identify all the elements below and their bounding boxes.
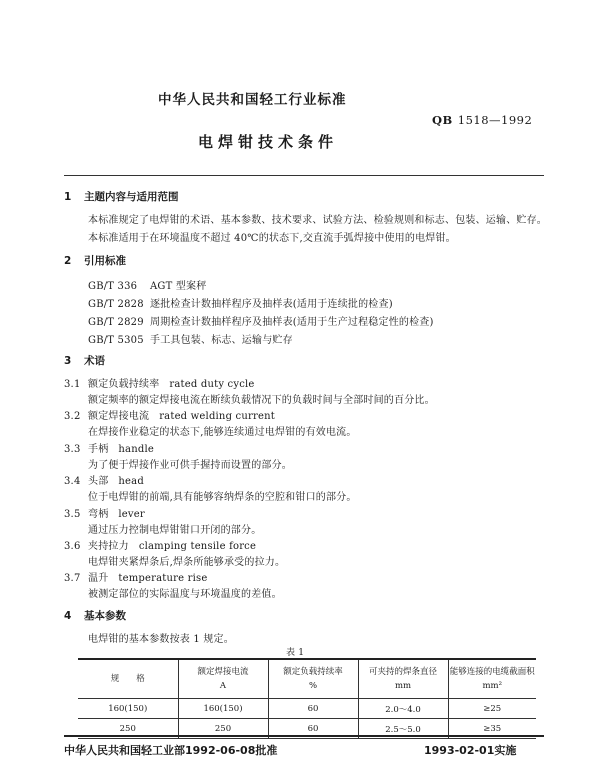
term-item: 3.5 弯柄 lever [64,509,145,520]
term-definition: 在焊接作业稳定的状态下,能够连续通过电焊钳的有效电流。 [88,427,357,438]
standard-code-number: 1518—1992 [457,113,533,127]
section-1-paragraph-1: 本标准规定了电焊钳的术语、基本参数、技术要求、试验方法、检验规则和标志、包装、运输、贮存。 [88,215,547,226]
table-cell: 60 [268,699,358,719]
term-definition: 通过压力控制电焊钳钳口开闭的部分。 [88,525,262,536]
section-1-heading: 1 主题内容与适用范围 [64,191,179,203]
section-1-paragraph-2: 本标准适用于在环境温度不超过 40℃的状态下,交直流手弧焊接中使用的电焊钳。 [88,233,456,244]
table-cell: 60 [268,719,358,739]
issuing-organization: 中华人民共和国轻工行业标准 [158,92,347,108]
table-caption: 表 1 [286,648,305,658]
reference-item: GB/T 2828 逐批检查计数抽样程序及抽样表(适用于连续批的检查) [88,299,393,310]
term-item: 3.7 温升 temperature rise [64,573,208,584]
term-definition: 位于电焊钳的前端,具有能够容纳焊条的空腔和钳口的部分。 [88,492,357,503]
table-cell: 160(150) [78,699,178,719]
table-header-cell: 能够连接的电缆截面积 mm² [448,659,536,699]
section-4-intro: 电焊钳的基本参数按表 1 规定。 [88,634,234,645]
reference-item: GB/T 2829 周期检查计数抽样程序及抽样表(适用于生产过程稳定性的检查) [88,317,434,328]
table-header-cell: 可夹持的焊条直径 mm [358,659,448,699]
term-definition: 被测定部位的实际温度与环境温度的差值。 [88,589,282,600]
table-cell: 250 [78,719,178,739]
term-item: 3.1 额定负载持续率 rated duty cycle [64,379,255,390]
term-definition: 为了便于焊接作业可供手握持而设置的部分。 [88,460,292,471]
reference-item: GB/T 336 AGT 型案秤 [88,281,207,292]
footer-rule [64,735,544,737]
term-item: 3.2 额定焊接电流 rated welding current [64,411,275,422]
term-item: 3.6 夹持拉力 clamping tensile force [64,541,257,552]
approval-date: 中华人民共和国轻工业部1992-06-08批准 [64,744,278,757]
parameters-table [78,658,536,739]
standard-code-prefix: QB [432,113,453,127]
table-header-cell: 额定焊接电流 A [178,659,268,699]
effective-date: 1993-02-01实施 [424,744,517,757]
table-cell: ≥25 [448,699,536,719]
header-rule [64,175,544,176]
term-definition: 额定频率的额定焊接电流在断续负载情况下的负载时间与全部时间的百分比。 [88,395,435,406]
standard-code [432,113,532,127]
term-definition: 电焊钳夹紧焊条后,焊条所能够承受的拉力。 [88,557,286,568]
table-header-row [78,659,536,699]
table-cell: ≥35 [448,719,536,739]
table-row [78,699,536,719]
term-item: 3.3 手柄 handle [64,444,154,455]
reference-item: GB/T 5305 手工具包装、标志、运输与贮存 [88,335,293,346]
table-header-cell: 规 格 [78,659,178,699]
table-cell: 160(150) [178,699,268,719]
document-title: 电焊钳技术条件 [198,133,339,151]
section-4-heading: 4 基本参数 [64,610,126,622]
term-item: 3.4 头部 head [64,476,144,487]
section-3-heading: 3 术语 [64,355,105,367]
table-cell: 250 [178,719,268,739]
section-2-heading: 2 引用标准 [64,255,126,267]
table-header-cell: 额定负载持续率 % [268,659,358,699]
table-cell: 2.0～4.0 [358,699,448,719]
table-cell: 2.5～5.0 [358,719,448,739]
